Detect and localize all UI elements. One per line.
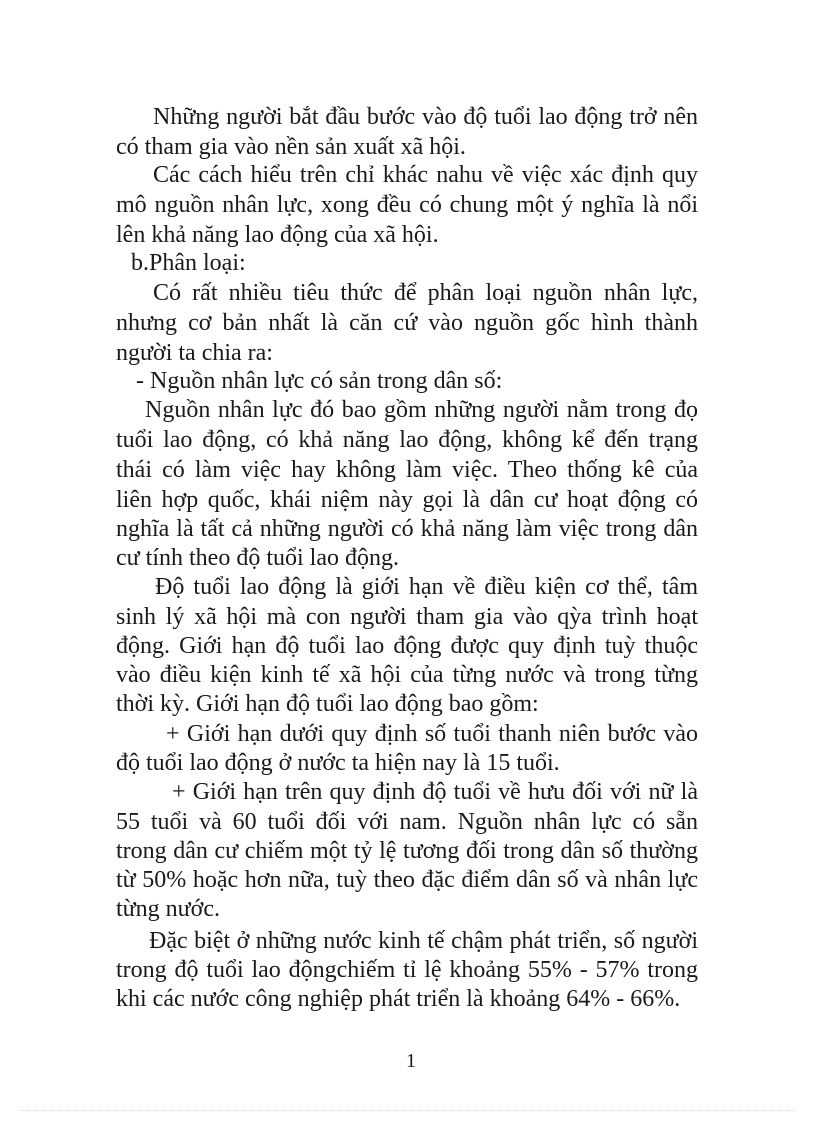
text-line: động. Giới hạn độ tuổi lao động được quy định tuỳ thuộc (116, 633, 698, 659)
text-line: trong dân cư chiếm một tỷ lệ tương đối trong dân số thường (116, 838, 698, 864)
text-line: 55 tuổi và 60 tuổi đối với nam. Nguồn nhân lực có sẵn (116, 809, 698, 835)
text-line: có tham gia vào nền sản xuất xã hội. (116, 134, 466, 160)
text-line: từng nước. (116, 896, 221, 922)
text-line: thái có làm việc hay không làm việc. Theo thống kê của (116, 457, 698, 483)
text-line: Đặc biệt ở những nước kinh tế chậm phát triển, số người (149, 928, 698, 954)
text-line: cư tính theo độ tuổi lao động. (116, 545, 399, 571)
text-line: trong độ tuổi lao độngchiếm tỉ lệ khoảng 55% - 57% trong (116, 957, 698, 983)
text-line: Có rất nhiều tiêu thức để phân loại nguồn nhân lực, (153, 280, 698, 306)
text-line: Những người bắt đầu bước vào độ tuổi lao động trở nên (153, 104, 698, 130)
text-line: mô nguồn nhân lực, xong đều có chung một ý nghĩa là nổi (116, 192, 698, 218)
text-line: độ tuổi lao động ở nước ta hiện nay là 15 tuổi. (116, 750, 560, 776)
page-number: 1 (406, 1050, 416, 1072)
text-line: liên hợp quốc, khái niệm này gọi là dân cư hoạt động có (116, 487, 698, 513)
text-line: khi các nước công nghiệp phát triển là khoảng 64% - 66%. (116, 986, 681, 1012)
text-line: lên khả năng lao động của xã hội. (116, 222, 439, 248)
text-line: tuổi lao động, có khả năng lao động, không kể đến trạng (116, 427, 698, 453)
text-line: sinh lý xã hội mà con người tham gia vào qỳa trình hoạt (116, 604, 698, 630)
text-line: + Giới hạn trên quy định độ tuổi về hưu đối với nữ là (172, 779, 698, 805)
text-line: thời kỳ. Giới hạn độ tuổi lao động bao gồm: (116, 691, 539, 717)
text-line: người ta chia ra: (116, 340, 273, 366)
text-line: Độ tuổi lao động là giới hạn về điều kiện cơ thể, tâm (155, 574, 698, 600)
text-line: nhưng cơ bản nhất là căn cứ vào nguồn gốc hình thành (116, 310, 698, 336)
text-line: vào điều kiện kinh tế xã hội của từng nước và trong từng (116, 662, 698, 688)
section-heading: b.Phân loại: (131, 250, 246, 276)
text-line: từ 50% hoặc hơn nữa, tuỳ theo đặc điểm dân số và nhân lực (116, 867, 698, 893)
page-bottom-divider (20, 1110, 796, 1111)
text-line: nghĩa là tất cả những người có khả năng làm việc trong dân (116, 516, 698, 542)
bullet-heading: - Nguồn nhân lực có sản trong dân số: (136, 368, 503, 394)
text-line: + Giới hạn dưới quy định số tuổi thanh niên bước vào (166, 721, 698, 747)
text-line: Các cách hiểu trên chỉ khác nahu về việc xác định quy (153, 162, 698, 188)
text-line: Nguồn nhân lực đó bao gồm những người nằm trong đọ (145, 397, 698, 423)
